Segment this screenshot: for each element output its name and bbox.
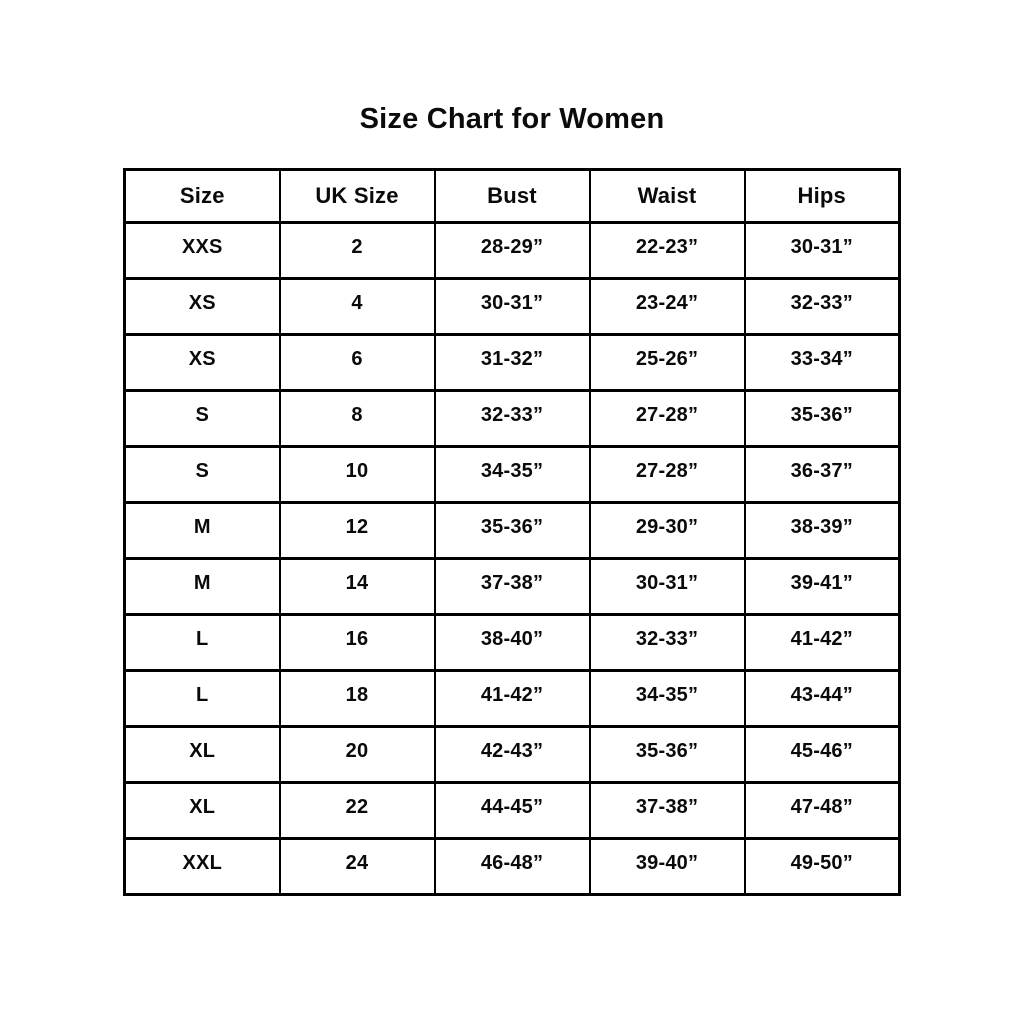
- size-table: [123, 168, 901, 896]
- table-cell: 22: [280, 783, 435, 839]
- table-cell: 20: [280, 727, 435, 783]
- table-row: [125, 391, 900, 447]
- table-cell: XL: [125, 783, 280, 839]
- table-cell: M: [125, 503, 280, 559]
- table-cell: 35-36”: [590, 727, 745, 783]
- table-row: [125, 727, 900, 783]
- column-header-uk-size: UK Size: [280, 170, 435, 223]
- table-cell: 8: [280, 391, 435, 447]
- table-cell: 35-36”: [745, 391, 900, 447]
- table-cell: 27-28”: [590, 391, 745, 447]
- table-cell: 41-42”: [435, 671, 590, 727]
- table-cell: 43-44”: [745, 671, 900, 727]
- table-cell: 37-38”: [435, 559, 590, 615]
- size-table-head: [125, 170, 900, 223]
- table-cell: 34-35”: [435, 447, 590, 503]
- table-cell: 38-40”: [435, 615, 590, 671]
- table-cell: 39-41”: [745, 559, 900, 615]
- table-cell: 18: [280, 671, 435, 727]
- table-cell: 37-38”: [590, 783, 745, 839]
- table-cell: 49-50”: [745, 839, 900, 895]
- table-cell: 47-48”: [745, 783, 900, 839]
- table-cell: 16: [280, 615, 435, 671]
- table-row: [125, 839, 900, 895]
- table-cell: 28-29”: [435, 223, 590, 279]
- table-cell: 32-33”: [590, 615, 745, 671]
- table-cell: 27-28”: [590, 447, 745, 503]
- size-table-body: [125, 223, 900, 895]
- table-cell: XS: [125, 335, 280, 391]
- table-cell: 4: [280, 279, 435, 335]
- column-header-bust: Bust: [435, 170, 590, 223]
- table-cell: 39-40”: [590, 839, 745, 895]
- table-row: [125, 223, 900, 279]
- table-row: [125, 615, 900, 671]
- size-table-header-row: [125, 170, 900, 223]
- table-cell: 22-23”: [590, 223, 745, 279]
- table-cell: M: [125, 559, 280, 615]
- table-cell: 6: [280, 335, 435, 391]
- table-cell: XL: [125, 727, 280, 783]
- table-cell: 41-42”: [745, 615, 900, 671]
- table-cell: L: [125, 615, 280, 671]
- table-cell: XXL: [125, 839, 280, 895]
- table-cell: 46-48”: [435, 839, 590, 895]
- table-cell: 23-24”: [590, 279, 745, 335]
- page-title: Size Chart for Women: [359, 103, 665, 135]
- table-cell: 30-31”: [745, 223, 900, 279]
- table-cell: 32-33”: [745, 279, 900, 335]
- table-cell: 45-46”: [745, 727, 900, 783]
- table-row: [125, 503, 900, 559]
- table-cell: 31-32”: [435, 335, 590, 391]
- table-cell: 36-37”: [745, 447, 900, 503]
- table-cell: 14: [280, 559, 435, 615]
- table-row: [125, 559, 900, 615]
- table-cell: 30-31”: [435, 279, 590, 335]
- table-cell: 32-33”: [435, 391, 590, 447]
- table-row: [125, 335, 900, 391]
- table-row: [125, 783, 900, 839]
- table-cell: 10: [280, 447, 435, 503]
- table-cell: L: [125, 671, 280, 727]
- table-cell: 12: [280, 503, 435, 559]
- column-header-hips: Hips: [745, 170, 900, 223]
- table-cell: 24: [280, 839, 435, 895]
- table-cell: 34-35”: [590, 671, 745, 727]
- table-cell: S: [125, 447, 280, 503]
- table-cell: 42-43”: [435, 727, 590, 783]
- table-cell: 35-36”: [435, 503, 590, 559]
- table-cell: XXS: [125, 223, 280, 279]
- column-header-size: Size: [125, 170, 280, 223]
- table-cell: 38-39”: [745, 503, 900, 559]
- table-cell: S: [125, 391, 280, 447]
- table-cell: XS: [125, 279, 280, 335]
- table-cell: 30-31”: [590, 559, 745, 615]
- table-row: [125, 279, 900, 335]
- table-cell: 2: [280, 223, 435, 279]
- table-cell: 33-34”: [745, 335, 900, 391]
- table-cell: 44-45”: [435, 783, 590, 839]
- table-row: [125, 671, 900, 727]
- table-cell: 29-30”: [590, 503, 745, 559]
- table-row: [125, 447, 900, 503]
- column-header-waist: Waist: [590, 170, 745, 223]
- table-cell: 25-26”: [590, 335, 745, 391]
